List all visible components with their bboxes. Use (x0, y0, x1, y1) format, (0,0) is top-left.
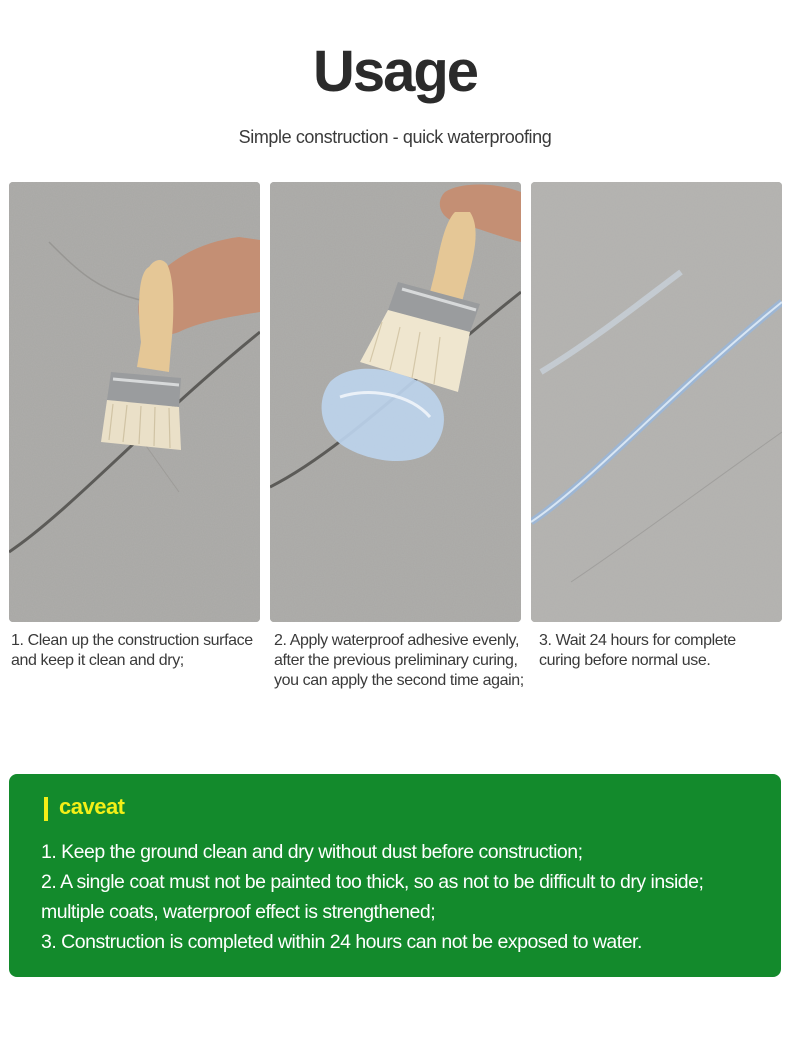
page-title: Usage (312, 39, 478, 104)
applying-adhesive-photo (270, 182, 521, 622)
caveat-list (41, 837, 771, 957)
brush-on-concrete-photo (9, 182, 260, 622)
step-1-text: 1. Clean up the construction surface and keep it clean and dry; (11, 632, 253, 669)
caveat-item: 3. Construction is completed within 24 hours can not be exposed to water. (41, 931, 642, 953)
caveat-item: 1. Keep the ground clean and dry without dust before construction; (41, 841, 583, 863)
caveat-panel (9, 774, 781, 977)
caveat-accent-bar (44, 797, 48, 821)
step-3-text: 3. Wait 24 hours for complete curing before normal use. (539, 632, 736, 669)
cured-crack-photo (531, 182, 782, 622)
step-2-text: 2. Apply waterproof adhesive evenly, after the previous preliminary curing, you can apply the second time again; (274, 632, 524, 689)
page-subtitle: Simple construction - quick waterproofing (238, 127, 552, 147)
caveat-title: caveat (59, 794, 125, 819)
caveat-item: 2. A single coat must not be painted too thick, so as not to be difficult to dry inside; multiple coats, waterproof effect is strengthened; (41, 871, 704, 923)
